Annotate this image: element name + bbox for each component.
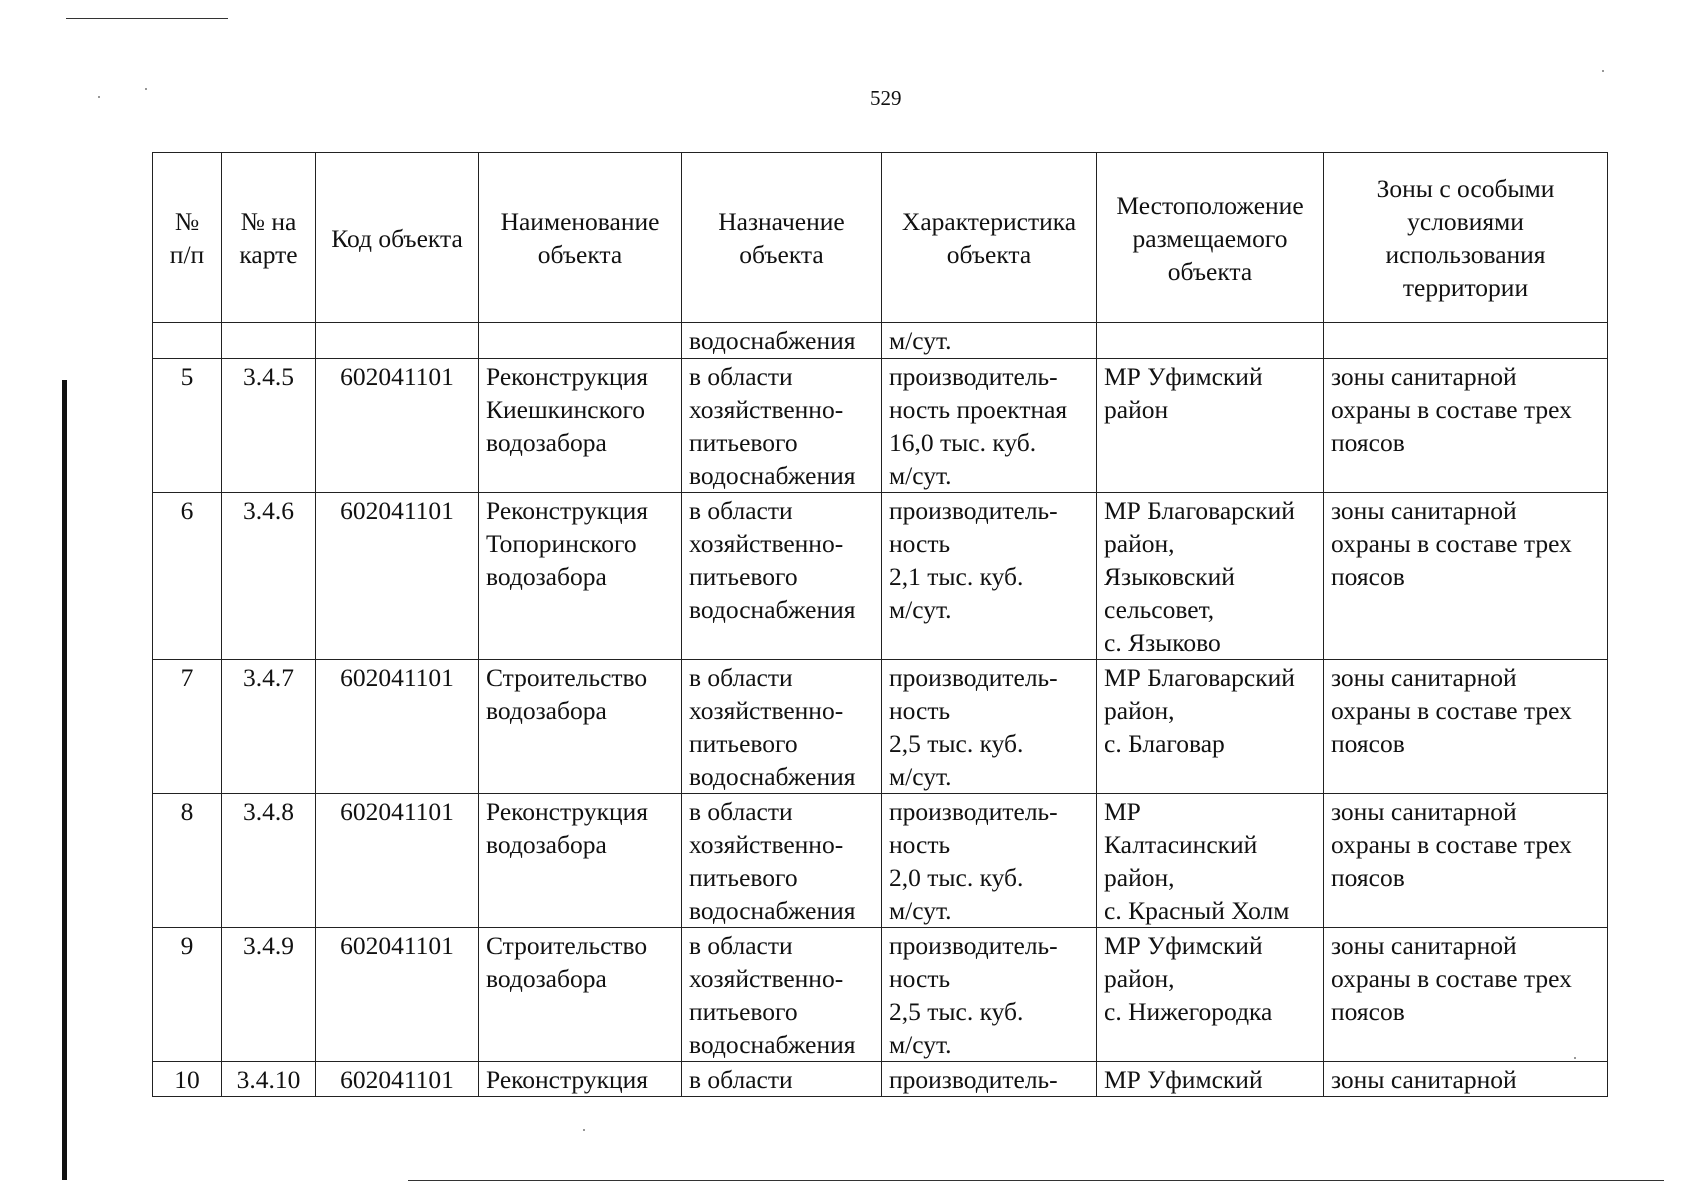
cell-purpose — [682, 1062, 882, 1097]
table-row — [153, 794, 1608, 928]
cell-num: 6 — [153, 493, 222, 660]
table-cell — [316, 323, 479, 359]
cell-line: водоснабжения — [689, 595, 856, 624]
header-rule — [66, 18, 228, 19]
header-line: объекта — [739, 240, 824, 269]
cell-line: Калтасинский — [1104, 830, 1258, 859]
header-line: Зоны с особыми — [1376, 174, 1555, 203]
header-line: Наименование — [500, 207, 660, 236]
header-line: карте — [239, 240, 298, 269]
cell-line: производитель- — [889, 362, 1058, 391]
cell-line: 2,0 тыс. куб. — [889, 863, 1024, 892]
cell-num: 8 — [153, 794, 222, 928]
header-num — [153, 153, 222, 323]
cell-line: м/сут. — [889, 1030, 952, 1059]
cell-map-num: 3.4.8 — [222, 794, 316, 928]
cell-line: 16,0 тыс. куб. — [889, 428, 1037, 457]
cell-code: 602041101 — [316, 794, 479, 928]
header-map-num — [222, 153, 316, 323]
header-line: территории — [1402, 273, 1529, 302]
cell-purpose — [682, 493, 882, 660]
cell-line: охраны в составе трех — [1331, 964, 1572, 993]
cell-line: поясов — [1331, 863, 1405, 892]
cell-line: производитель- — [889, 797, 1058, 826]
cell-line: водоснабжения — [689, 1030, 856, 1059]
cell-line: Реконструкция — [486, 496, 649, 525]
cell-line: МР Благоварский — [1104, 663, 1295, 692]
footer-rule — [408, 1180, 1664, 1181]
table-body — [153, 323, 1608, 1097]
cell-code: 602041101 — [316, 1062, 479, 1097]
table-cell — [1097, 323, 1324, 359]
cell-code: 602041101 — [316, 660, 479, 794]
cell-line: зоны санитарной — [1331, 1065, 1517, 1094]
cell-line: 2,5 тыс. куб. — [889, 729, 1024, 758]
header-line: Назначение — [718, 207, 845, 236]
table-header-row — [153, 153, 1608, 323]
cell-zones — [1324, 794, 1608, 928]
cell-line: производитель- — [889, 1065, 1058, 1094]
cell-line: поясов — [1331, 562, 1405, 591]
header-line: Местоположение — [1116, 190, 1304, 220]
cell-line: Реконструкция — [486, 1065, 649, 1094]
cell-line: Реконструкция — [486, 797, 649, 826]
cell-line: водоснабжения — [689, 461, 856, 490]
cell-line: Строительство — [486, 663, 648, 692]
cell-line: производитель- — [889, 931, 1058, 960]
cell-zones — [1324, 660, 1608, 794]
cell-line: Строительство — [486, 931, 648, 960]
cell-line: зоны санитарной — [1331, 931, 1517, 960]
header-line: п/п — [169, 240, 205, 269]
cell-map-num: 3.4.7 — [222, 660, 316, 794]
cell-location — [1097, 928, 1324, 1062]
cell-code: 602041101 — [316, 359, 479, 493]
cell-line: охраны в составе трех — [1331, 696, 1572, 725]
table-row — [153, 359, 1608, 493]
cell-line: м/сут. — [889, 461, 952, 490]
cell-location — [1097, 493, 1324, 660]
cell-code: 602041101 — [316, 928, 479, 1062]
table-row — [153, 1062, 1608, 1097]
cell-line: с. Благовар — [1104, 729, 1225, 758]
cell-line: ность — [889, 696, 951, 725]
cell-line: хозяйственно- — [689, 395, 844, 424]
cell-line: с. Языково — [1104, 628, 1221, 657]
cell-line: МР Благоварский — [1104, 496, 1295, 525]
cell-name — [479, 928, 682, 1062]
header-line: № на — [240, 207, 297, 236]
cell-line: сельсовет, — [1104, 595, 1215, 624]
cell-line: водозабора — [486, 696, 607, 725]
table-cell: водоснабжения — [682, 323, 882, 359]
table-row — [153, 928, 1608, 1062]
cell-location — [1097, 660, 1324, 794]
cell-line: МР Уфимский — [1104, 931, 1263, 960]
cell-line: водозабора — [486, 428, 607, 457]
header-purpose — [682, 153, 882, 323]
cell-line: ность — [889, 830, 951, 859]
cell-line: с. Нижегородка — [1104, 997, 1273, 1026]
header-line: условиями — [1407, 207, 1524, 236]
cell-line: МР Уфимский — [1104, 362, 1263, 391]
cell-line: Киешкинского — [486, 395, 646, 424]
cell-map-num: 3.4.6 — [222, 493, 316, 660]
cell-spec — [882, 660, 1097, 794]
scan-speck — [1602, 70, 1604, 72]
header-line: размещаемого — [1132, 223, 1288, 253]
header-location — [1097, 153, 1324, 323]
cell-zones — [1324, 359, 1608, 493]
header-line: Код объекта — [331, 223, 463, 253]
cell-line: ность проектная — [889, 395, 1068, 424]
cell-line: хозяйственно- — [689, 696, 844, 725]
cell-line: поясов — [1331, 729, 1405, 758]
cell-name — [479, 493, 682, 660]
cell-line: район, — [1104, 696, 1175, 725]
cell-line: зоны санитарной — [1331, 663, 1517, 692]
cell-code: 602041101 — [316, 493, 479, 660]
table-row — [153, 493, 1608, 660]
cell-location — [1097, 1062, 1324, 1097]
cell-map-num: 3.4.5 — [222, 359, 316, 493]
cell-line: ность — [889, 529, 951, 558]
cell-map-num: 3.4.9 — [222, 928, 316, 1062]
cell-num: 9 — [153, 928, 222, 1062]
cell-line: в области — [689, 1065, 793, 1094]
cell-zones — [1324, 493, 1608, 660]
cell-line: поясов — [1331, 997, 1405, 1026]
cell-line: производитель- — [889, 663, 1058, 692]
cell-line: 2,1 тыс. куб. — [889, 562, 1024, 591]
cell-map-num: 3.4.10 — [222, 1062, 316, 1097]
header-line: Характеристика — [901, 207, 1077, 236]
cell-spec — [882, 359, 1097, 493]
table-row — [153, 660, 1608, 794]
cell-line: район, — [1104, 964, 1175, 993]
cell-line: охраны в составе трех — [1331, 529, 1572, 558]
header-line: объекта — [946, 240, 1032, 269]
cell-purpose — [682, 660, 882, 794]
cell-num: 7 — [153, 660, 222, 794]
scan-speck — [583, 1129, 585, 1131]
cell-line: район, — [1104, 529, 1175, 558]
cell-line: в области — [689, 931, 793, 960]
cell-line: охраны в составе трех — [1331, 830, 1572, 859]
continuation-row — [153, 323, 1608, 359]
cell-line: район — [1104, 395, 1169, 424]
cell-purpose — [682, 794, 882, 928]
cell-line: питьевого — [689, 428, 798, 457]
table-cell — [222, 323, 316, 359]
cell-line: питьевого — [689, 562, 798, 591]
cell-line: зоны санитарной — [1331, 496, 1517, 525]
cell-line: в области — [689, 496, 793, 525]
cell-line: водоснабжения — [689, 762, 856, 791]
cell-purpose — [682, 359, 882, 493]
cell-line: водозабора — [486, 964, 607, 993]
page-number: 529 — [870, 86, 902, 110]
cell-name — [479, 660, 682, 794]
cell-line: хозяйственно- — [689, 830, 844, 859]
cell-location — [1097, 794, 1324, 928]
cell-line: водозабора — [486, 830, 607, 859]
header-code — [316, 153, 479, 323]
cell-line: с. Красный Холм — [1104, 896, 1290, 925]
header-line: использования — [1385, 240, 1546, 269]
scan-speck — [145, 88, 147, 90]
cell-line: Реконструкция — [486, 362, 649, 391]
cell-line: зоны санитарной — [1331, 362, 1517, 391]
header-name — [479, 153, 682, 323]
cell-spec — [882, 794, 1097, 928]
cell-line: Языковский — [1104, 562, 1235, 591]
cell-purpose — [682, 928, 882, 1062]
cell-spec — [882, 928, 1097, 1062]
header-line: объекта — [537, 240, 623, 269]
cell-zones — [1324, 928, 1608, 1062]
cell-line: водоснабжения — [689, 896, 856, 925]
cell-line: район, — [1104, 863, 1175, 892]
cell-line: хозяйственно- — [689, 529, 844, 558]
cell-line: м/сут. — [889, 595, 952, 624]
cell-line: 2,5 тыс. куб. — [889, 997, 1024, 1026]
cell-line: питьевого — [689, 863, 798, 892]
cell-line: МР Уфимский — [1104, 1065, 1263, 1094]
header-line: № — [174, 207, 200, 236]
header-line: объекта — [1167, 256, 1253, 286]
cell-name — [479, 359, 682, 493]
cell-name — [479, 794, 682, 928]
scan-edge-bar — [62, 380, 67, 1180]
objects-table — [152, 152, 1608, 1097]
cell-line: зоны санитарной — [1331, 797, 1517, 826]
header-zones — [1324, 153, 1608, 323]
cell-line: питьевого — [689, 729, 798, 758]
header-spec — [882, 153, 1097, 323]
cell-spec — [882, 493, 1097, 660]
table-cell — [1324, 323, 1608, 359]
cell-line: поясов — [1331, 428, 1405, 457]
cell-spec — [882, 1062, 1097, 1097]
cell-name — [479, 1062, 682, 1097]
cell-num: 10 — [153, 1062, 222, 1097]
table-cell — [479, 323, 682, 359]
cell-line: в области — [689, 663, 793, 692]
cell-line: в области — [689, 362, 793, 391]
cell-line: производитель- — [889, 496, 1058, 525]
cell-num: 5 — [153, 359, 222, 493]
cell-line: ность — [889, 964, 951, 993]
cell-line: охраны в составе трех — [1331, 395, 1572, 424]
cell-line: м/сут. — [889, 762, 952, 791]
cell-line: м/сут. — [889, 896, 952, 925]
table-cell: м/сут. — [882, 323, 1097, 359]
cell-line: в области — [689, 797, 793, 826]
scan-speck — [98, 96, 100, 98]
table-cell — [153, 323, 222, 359]
cell-line: водозабора — [486, 562, 607, 591]
cell-line: хозяйственно- — [689, 964, 844, 993]
cell-zones — [1324, 1062, 1608, 1097]
cell-line: МР — [1104, 797, 1141, 826]
cell-line: питьевого — [689, 997, 798, 1026]
cell-location — [1097, 359, 1324, 493]
cell-line: Топоринского — [486, 529, 637, 558]
